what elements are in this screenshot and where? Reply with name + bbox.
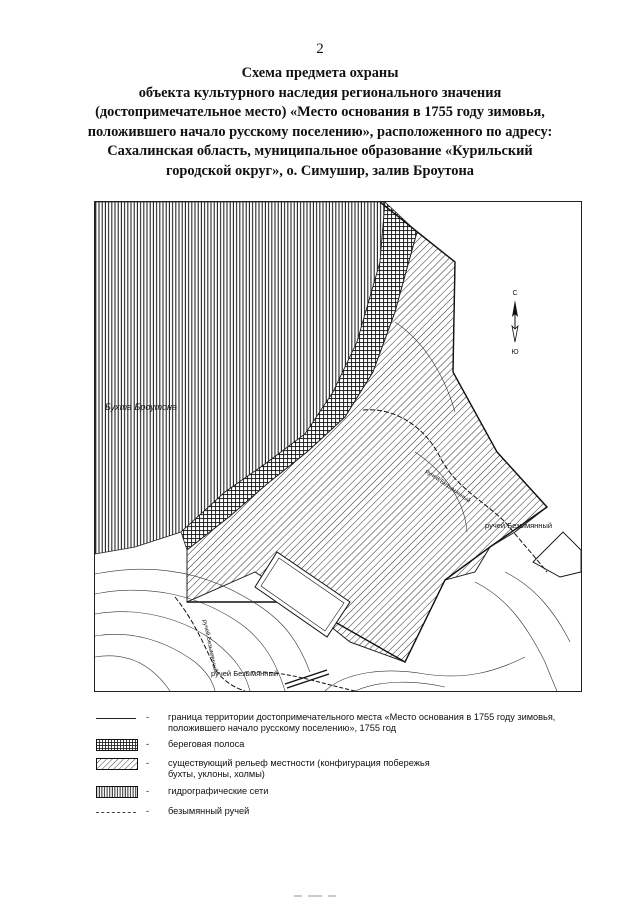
structure-outline bbox=[533, 532, 581, 577]
legend-text: граница территории достопримечательного места «Место основания в 1755 году зимовья, положившего начало русскому поселению», 1755 год bbox=[168, 712, 556, 733]
legend-text: гидрографические сети bbox=[168, 786, 269, 796]
north-arrow-icon bbox=[511, 290, 518, 356]
legend-dash: - bbox=[146, 739, 150, 749]
crosshatch-swatch-icon bbox=[96, 739, 138, 751]
legend-row-relief bbox=[96, 758, 596, 782]
title-line: Схема предмета охраны bbox=[241, 65, 399, 81]
stream-label-upper: ручей Безымянный bbox=[485, 521, 553, 530]
footer-scan-mark bbox=[292, 892, 352, 900]
legend-text: береговая полоса bbox=[168, 739, 245, 749]
south-letter: Ю bbox=[511, 349, 519, 356]
legend-text: существующий рельеф местности (конфигурация побережья бухты, уклоны, холмы) bbox=[168, 758, 430, 779]
legend-dash: - bbox=[146, 758, 150, 768]
site-map bbox=[94, 201, 582, 692]
north-letter: С bbox=[512, 290, 518, 297]
stream-label-diagonal-left: ручей Безымянный bbox=[201, 619, 219, 673]
legend-row-boundary bbox=[96, 712, 596, 736]
legend-dash: - bbox=[146, 806, 150, 816]
page-number: 2 bbox=[316, 41, 324, 57]
page-title bbox=[70, 64, 570, 181]
vertical-hatch-swatch-icon bbox=[96, 786, 138, 798]
stream-label-diagonal-right: ручей Безымянный bbox=[423, 468, 472, 505]
solid-line-icon bbox=[96, 718, 136, 719]
title-line: Сахалинская область, муниципальное образование «Курильский bbox=[107, 143, 533, 159]
title-line: положившего начало русскому поселению», расположенного по адресу: bbox=[87, 123, 553, 140]
legend-text: безымянный ручей bbox=[168, 806, 250, 816]
bay-label: Бухта Броутона bbox=[105, 402, 177, 412]
stream-label-lower: ручей Безымянный bbox=[211, 669, 279, 678]
legend-row-stream bbox=[96, 806, 596, 830]
title-line: городской округ», о. Симушир, залив Броутона bbox=[166, 162, 474, 179]
title-line: объекта культурного наследия регионального значения bbox=[138, 84, 502, 101]
legend-dash: - bbox=[146, 712, 150, 722]
dashed-line-icon bbox=[96, 812, 136, 813]
legend-dash: - bbox=[146, 786, 150, 796]
title-line: (достопримечательное место) «Место основания в 1755 году зимовья, bbox=[95, 104, 545, 120]
diagonal-hatch-swatch-icon bbox=[96, 758, 138, 770]
